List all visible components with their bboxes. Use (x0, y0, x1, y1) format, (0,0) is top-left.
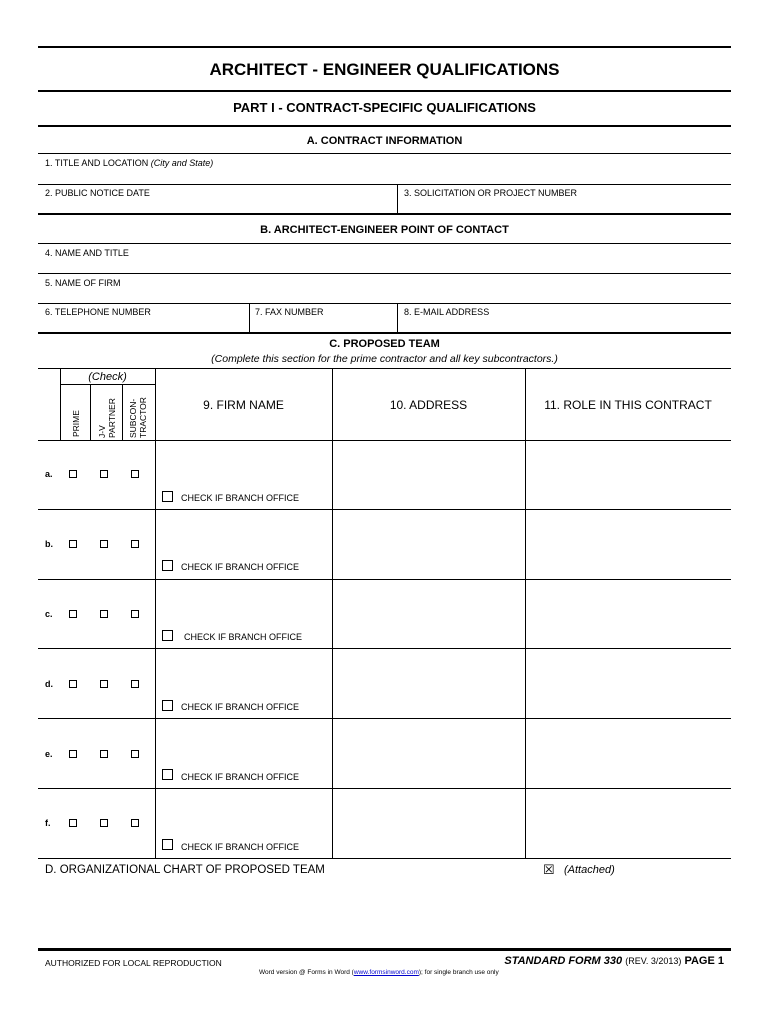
email-field[interactable] (404, 307, 489, 317)
rule (38, 648, 731, 649)
subcontractor-checkbox[interactable] (131, 819, 139, 827)
jv-partner-checkbox[interactable] (100, 819, 108, 827)
rule (38, 273, 731, 274)
fax-label: 7. FAX NUMBER (255, 307, 324, 317)
divider (397, 303, 398, 332)
divider (60, 368, 61, 440)
branch-office-checkbox[interactable] (162, 560, 173, 571)
rule (38, 213, 731, 215)
section-c-header: C. PROPOSED TEAM (329, 338, 440, 350)
jv-partner-checkbox[interactable] (100, 610, 108, 618)
branch-office-label: CHECK IF BRANCH OFFICE (184, 632, 303, 642)
row-letter: d. (45, 679, 53, 689)
org-chart-label: D. ORGANIZATIONAL CHART OF PROPOSED TEAM (45, 864, 325, 876)
subcontractor-checkbox[interactable] (131, 470, 139, 478)
public-notice-date-label: 2. PUBLIC NOTICE DATE (45, 188, 150, 198)
rule (38, 332, 731, 334)
word-version-note: Word version @ Forms in Word (www.formsinword.com); for single branch use only (259, 969, 499, 976)
name-title-label: 4. NAME AND TITLE (45, 248, 129, 258)
attached-label: (Attached) (564, 864, 615, 876)
footer-rule (38, 948, 731, 951)
firm-name-label: 5. NAME OF FIRM (45, 278, 121, 288)
forms-in-word-link[interactable]: www.formsinword.com (353, 969, 419, 976)
attached-checkbox[interactable]: ☒ (543, 862, 555, 877)
solicitation-number-label: 3. SOLICITATION OR PROJECT NUMBER (404, 188, 578, 198)
fax-field[interactable] (255, 307, 324, 317)
col-firm-name: 9. FIRM NAME (203, 398, 284, 412)
form-title: ARCHITECT - ENGINEER QUALIFICATIONS (209, 60, 560, 79)
form-name: STANDARD FORM 330 (504, 955, 623, 967)
part-title: PART I - CONTRACT-SPECIFIC QUALIFICATIONS (233, 100, 536, 115)
branch-office-label: CHECK IF BRANCH OFFICE (181, 772, 300, 782)
divider (90, 384, 91, 440)
col-jv-partner (97, 398, 117, 438)
subcontractor-checkbox[interactable] (131, 680, 139, 688)
row-letter: e. (45, 749, 53, 759)
check-label: (Check) (88, 371, 127, 383)
title-location-hint: (City and State) (150, 158, 214, 168)
form-rev: (REV. 3/2013) (625, 956, 682, 966)
col-jv-line1: J-V (97, 425, 107, 438)
rule (38, 243, 731, 244)
row-letter: b. (45, 539, 53, 549)
prime-checkbox[interactable] (69, 610, 77, 618)
row-letter: c. (45, 609, 53, 619)
name-title-field[interactable] (45, 248, 129, 258)
jv-partner-checkbox[interactable] (100, 750, 108, 758)
divider (397, 184, 398, 213)
rule (38, 788, 731, 789)
jv-partner-checkbox[interactable] (100, 680, 108, 688)
rule (60, 384, 155, 385)
section-a-header: A. CONTRACT INFORMATION (306, 135, 463, 147)
title-location-label: 1. TITLE AND LOCATION (45, 158, 149, 168)
telephone-field[interactable] (45, 307, 151, 317)
title-location-field[interactable] (45, 158, 213, 168)
divider (525, 368, 526, 858)
jv-partner-checkbox[interactable] (100, 540, 108, 548)
top-rule (38, 46, 731, 48)
public-notice-date-field[interactable] (45, 188, 150, 198)
col-address: 10. ADDRESS (389, 398, 468, 412)
branch-office-label: CHECK IF BRANCH OFFICE (181, 562, 300, 572)
section-c-instruction: (Complete this section for the prime contractor and all key subcontractors.) (211, 353, 558, 365)
subcontractor-checkbox[interactable] (131, 610, 139, 618)
subcontractor-checkbox[interactable] (131, 750, 139, 758)
row-letter: a. (45, 469, 53, 479)
divider (332, 368, 333, 858)
footer-form-id (504, 955, 724, 967)
branch-office-label: CHECK IF BRANCH OFFICE (181, 702, 300, 712)
prime-checkbox[interactable] (69, 750, 77, 758)
prime-checkbox[interactable] (69, 819, 77, 827)
prime-checkbox[interactable] (69, 540, 77, 548)
page-number: PAGE 1 (684, 955, 724, 967)
col-jv-line2: PARTNER (107, 398, 117, 438)
divider (249, 303, 250, 332)
telephone-label: 6. TELEPHONE NUMBER (45, 307, 151, 317)
rule (38, 184, 731, 185)
jv-partner-checkbox[interactable] (100, 470, 108, 478)
prime-checkbox[interactable] (69, 680, 77, 688)
footer-authorized: AUTHORIZED FOR LOCAL REPRODUCTION (45, 958, 222, 968)
col-subcontractor (128, 397, 148, 438)
row-letter: f. (45, 818, 51, 828)
branch-office-checkbox[interactable] (162, 630, 173, 641)
firm-name-field[interactable] (45, 278, 121, 288)
rule (38, 440, 731, 441)
rule (38, 858, 731, 859)
section-b-header: B. ARCHITECT-ENGINEER POINT OF CONTACT (260, 224, 509, 236)
col-sub-line1: SUBCON- (128, 398, 138, 438)
rule (38, 368, 731, 369)
branch-office-checkbox[interactable] (162, 839, 173, 850)
rule (38, 718, 731, 719)
branch-office-checkbox[interactable] (162, 491, 173, 502)
rule (38, 579, 731, 580)
col-sub-line2: TRACTOR (138, 397, 148, 438)
part-rule (38, 125, 731, 127)
branch-office-checkbox[interactable] (162, 700, 173, 711)
col-prime: PRIME (71, 410, 81, 437)
prime-checkbox[interactable] (69, 470, 77, 478)
title-rule (38, 90, 731, 92)
branch-office-checkbox[interactable] (162, 769, 173, 780)
divider (155, 368, 156, 858)
email-label: 8. E-MAIL ADDRESS (404, 307, 490, 317)
col-role: 11. ROLE IN THIS CONTRACT (544, 398, 712, 412)
branch-office-label: CHECK IF BRANCH OFFICE (181, 493, 300, 503)
rule (38, 303, 731, 304)
subcontractor-checkbox[interactable] (131, 540, 139, 548)
rule (38, 153, 731, 154)
solicitation-number-field[interactable] (404, 188, 577, 198)
branch-office-label: CHECK IF BRANCH OFFICE (181, 842, 300, 852)
rule (38, 509, 731, 510)
divider (122, 384, 123, 440)
